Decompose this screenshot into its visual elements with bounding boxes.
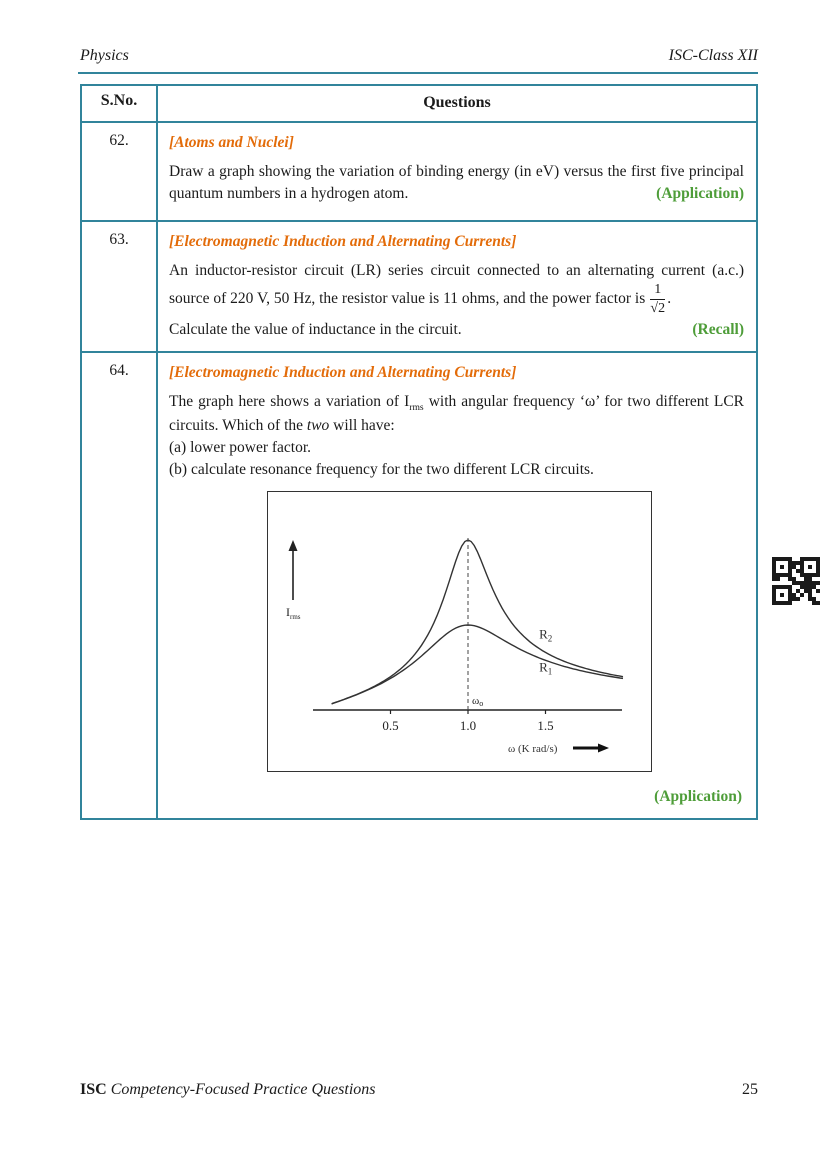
footer-title-bold: ISC [80,1081,107,1098]
table-header-row [82,86,756,121]
question-topic: [Atoms and Nuclei] [169,133,294,151]
tag-line [169,786,744,808]
footer-title [80,1081,376,1099]
fraction [650,282,665,317]
resonance-graph-svg [268,492,650,770]
header-subject: Physics [80,47,129,64]
question-cell [158,222,756,351]
svg-text:R1: $R_1$ [539,659,553,677]
footer-title-italic: Competency-Focused Practice Questions [106,1081,376,1098]
question-text [169,161,744,205]
question-row-64 [82,351,756,818]
competency-tag: (Application) [654,787,742,805]
svg-text:ωo: ωo [472,694,484,708]
svg-text:R2: $R_2$ [539,625,553,643]
resonance-graph [267,491,652,772]
question-text-followup [169,319,744,341]
question-text [169,260,744,317]
questions-table [80,84,758,820]
question-text-body: Draw a graph showing the variation of binding energy (in eV) versus the first five principal quantum numbers in a hydrogen atom. [169,162,744,202]
question-item-a: (a) lower power factor. [169,438,312,456]
page-footer [80,1081,758,1099]
question-text-body: with angular frequency ‘ω’ for two different LCR circuits. Which of the [169,392,744,434]
emphasis-two: two [306,416,330,434]
competency-tag: (Recall) [692,320,744,338]
svg-text:Irms: $I_{rms}$ [286,604,301,621]
svg-text:ω (K rad/s): ω (K rad/s) [508,742,558,755]
svg-text:1.5: 1.5 [537,717,554,733]
column-header-sno: S.No. [82,86,158,121]
header-course: ISC-Class XII [668,47,758,64]
question-text-body: Calculate the value of inductance in the circuit. [169,320,462,338]
header-divider [78,72,758,74]
question-number: 64. [82,353,158,818]
question-row-62 [82,121,756,220]
question-text-body: The graph here shows a variation of I [169,392,410,410]
fraction-numerator: 1 [650,282,665,300]
question-text-body: An inductor-resistor circuit (LR) series circuit connected to an alternating current (a.c.) source of 220 V, 50 Hz, the resistor value is 11 ohms, and the power factor is [169,261,744,307]
question-cell [158,123,756,220]
fraction-denominator: √2 [650,300,666,316]
svg-text:0.5: 0.5 [382,717,399,733]
page-number: 25 [742,1081,758,1098]
question-text [169,391,744,437]
question-row-63 [82,220,756,351]
question-item-b: (b) calculate resonance frequency for the two different LCR circuits. [169,460,594,478]
column-header-questions: Questions [423,94,491,111]
svg-text:1.0: 1.0 [459,717,477,733]
qr-code-image [772,557,820,605]
question-topic: [Electromagnetic Induction and Alternating Currents] [169,232,517,250]
question-number: 63. [82,222,158,351]
question-topic: [Electromagnetic Induction and Alternating Currents] [169,363,517,381]
fraction-period: . [667,289,672,307]
question-number: 62. [82,123,158,220]
question-text-body: will have: [329,416,395,434]
page-header [80,47,758,65]
question-cell [158,353,756,818]
competency-tag: (Application) [656,184,744,202]
subscript-rms: rms [409,402,424,413]
